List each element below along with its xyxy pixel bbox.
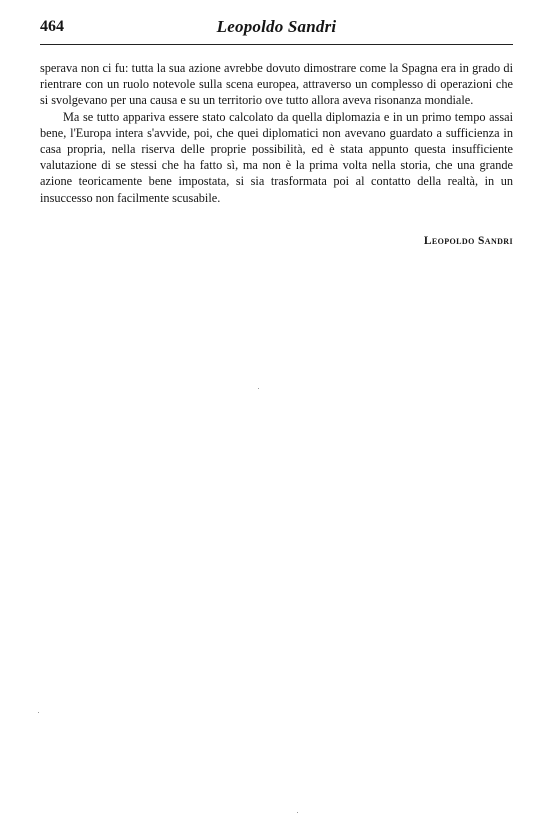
scan-speck — [258, 388, 259, 389]
scan-speck — [297, 812, 298, 813]
running-head: Leopoldo Sandri — [216, 17, 337, 36]
paragraph-2: Ma se tutto appariva essere stato calcolato da quella diplomazia e in un primo tempo assai bene, l'Europa intera s'avvide, poi, che quei diplomatici non avevano guardato a sufficienza in casa propria, nella riserva delle proprie possibilità, ed è stata appunto questa insufficiente valutazione di se stessi che ha fatto sì, ma non è la prima volta nella storia, che una grande azione teoricamente bene impostata, si sia trasformata poi al contatto della realtà, in un insuccesso non facilmente scusabile. — [40, 109, 513, 205]
author-signature: Leopoldo Sandri — [423, 235, 513, 247]
page-header — [40, 14, 513, 45]
page-number: 464 — [40, 18, 64, 35]
body-text — [40, 60, 513, 206]
scan-speck — [38, 712, 39, 713]
paragraph-1: sperava non ci fu: tutta la sua azione avrebbe dovuto dimostrare come la Spagna era in grado di rientrare con un ruolo notevole sulla scena europea, attraverso un complesso di operazioni che si svolgevano per una causa e su un territorio ove tutto allora aveva risonanza mondiale. — [40, 61, 513, 108]
